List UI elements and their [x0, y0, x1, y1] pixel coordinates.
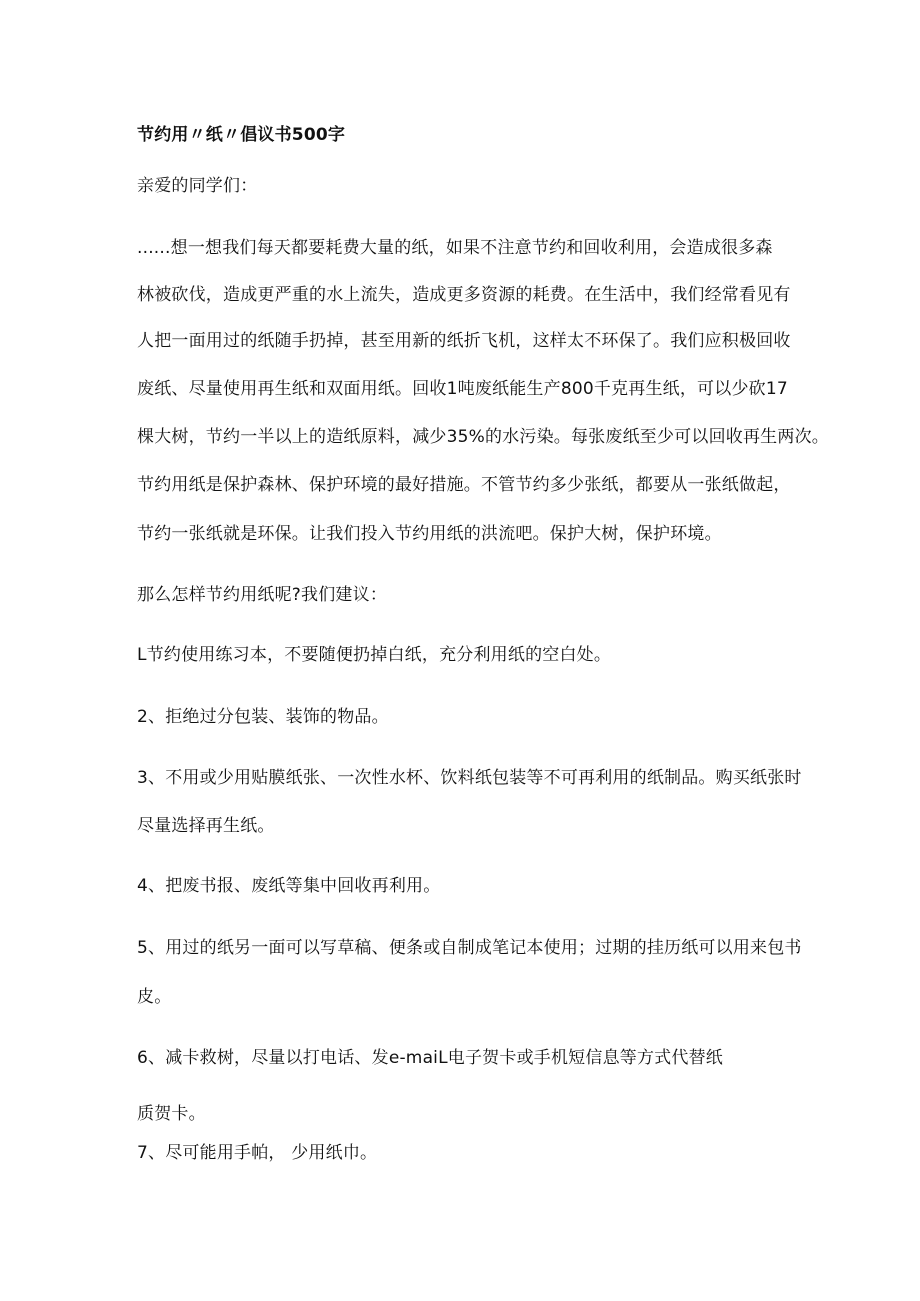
suggestion-item: 质贺卡。 [137, 1104, 206, 1124]
question-line: 那么怎样节约用纸呢?我们建议： [137, 585, 388, 605]
intro-line: 节约用纸是保护森林、保护环境的最好措施。不管节约多少张纸，都要从一张纸做起， [137, 475, 791, 495]
intro-line: 棵大树，节约一半以上的造纸原料，减少35%的水污染。每张废纸至少可以回收再生两次。 [137, 427, 829, 447]
suggestion-item: 2、拒绝过分包装、装饰的物品。 [137, 707, 389, 727]
suggestion-item: 3、不用或少用贴膜纸张、一次性水杯、饮料纸包装等不可再利用的纸制品。购买纸张时 [137, 768, 802, 788]
document-title: 节约用〃纸〃倡议书500字 [137, 125, 346, 145]
intro-line: 节约一张纸就是环保。让我们投入节约用纸的洪流吧。保护大树，保护环境。 [137, 524, 722, 544]
intro-line: 林被砍伐，造成更严重的水上流失，造成更多资源的耗费。在生活中，我们经常看见有 [137, 285, 791, 305]
intro-line: 废纸、尽量使用再生纸和双面用纸。回收1吨废纸能生产800千克再生纸，可以少砍17 [137, 379, 788, 399]
suggestion-item: 皮。 [137, 987, 172, 1007]
suggestion-item: 4、把废书报、废纸等集中回收再利用。 [137, 876, 441, 896]
suggestion-item: 尽量选择再生纸。 [137, 816, 275, 836]
suggestion-item: L节约使用练习本，不要随便扔掉白纸，充分利用纸的空白处。 [137, 645, 612, 665]
suggestion-item: 6、减卡救树，尽量以打电话、发e-maiL电子贺卡或手机短信息等方式代替纸 [137, 1048, 723, 1068]
suggestion-item: 5、用过的纸另一面可以写草稿、便条或自制成笔记本使用；过期的挂历纸可以用来包书 [137, 938, 802, 958]
intro-line: ......想一想我们每天都要耗费大量的纸，如果不注意节约和回收利用，会造成很多森 [137, 238, 773, 258]
greeting: 亲爱的同学们： [137, 176, 258, 196]
suggestion-item: 7、尽可能用手帕， 少用纸巾。 [137, 1143, 378, 1163]
intro-line: 人把一面用过的纸随手扔掉，甚至用新的纸折飞机，这样太不环保了。我们应积极回收 [137, 331, 791, 351]
